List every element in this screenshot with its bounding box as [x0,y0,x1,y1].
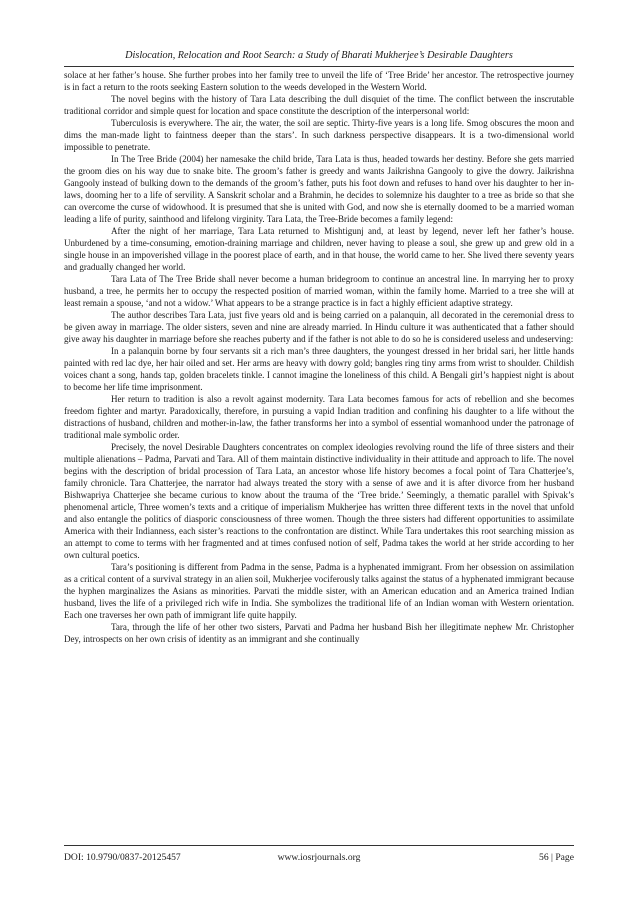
paragraph: solace at her father’s house. She further probes into her family tree to unveil the life of ‘Tree Bride’ her ancestor. The retrospective journey is in fact a return to the roots seeking Eastern solution to the weeds developed in the Western World. [64,70,574,92]
paragraph: Tara Lata of The Tree Bride shall never become a human bridegroom to continue an ancestral line. In marrying her to proxy husband, a tree, he permits her to occupy the respected position of married woman, within the family home. Married to a tree she will at least remain a spouse, ‘and not a widow.’ What appears to be a strange practice is in fact a highly efficient adaptive strategy. [64,274,574,308]
paragraph: In The Tree Bride (2004) her namesake the child bride, Tara Lata is thus, headed towards her destiny. Before she gets married the groom dies on his way due to snake bite. The groom’s father is greedy and wants Jaikrishna Gangooly to give the dowry. Jaikrishna Gangooly instead of bulking down to the demands of the groom’s father, puts his foot down and refuses to hand over his daughter to her in-laws, dooming her to a life of servility. A Sanskrit scholar and a Brahmin, he decides to solemnize his daughter to a tree as bride so that she can overcome the curse of widowhood. It is presumed that she is united with God, and now she is eternally doomed to be a married woman leading a life of purity, sainthood and lifelong virginity. Tara Lata, the Tree-Bride becomes a family legend: [64,154,574,224]
journal-website-link[interactable]: www.iosrjournals.org [277,852,361,863]
block-quote: After the night of her marriage, Tara Lata returned to Mishtigunj and, at least by legend, never left her father’s house. Unburdened by a time-consuming, emotion-draining marriage and children, never having to please a soul, she grew up and grew old in a single house in an impoverished village in the poorest place of earth, and in that house, the world came to her. She lived there seventy years and gradually changed her world. [64,226,574,272]
page-footer [64,852,574,864]
block-quote: Tuberculosis is everywhere. The air, the water, the soil are septic. Thirty-five years is a long life. Smog obscures the moon and dims the man-made light to faintness deeper than the stars’. In such darkness perspective disappears. It is a two-dimensional world impossible to penetrate. [64,118,574,152]
paragraph: Precisely, the novel Desirable Daughters concentrates on complex ideologies revolving round the life of three sisters and their multiple alienations – Padma, Parvati and Tara. All of them maintain distinctive individuality in their attitude and approach to life. The novel begins with the description of bridal procession of Tara Lata, an ancestor whose life history becomes a focal point of Tara Chatterjee’s, family chronicle. Tara Chatterjee, the narrator had always treated the story with a sense of awe and it is after divorce from her husband Bishwapriya Chatterjee she became curious to know about the trauma of the ‘Tree bride.’ Seemingly, a thematic parallel with Spivak’s phenomenal article, Three women’s texts and a critique of imperialism Mukherjee has written three different texts in the novel that unfold and also entangle the politics of diasporic consciousness of three women. Though the three sisters had different opportunities to assimilate America with their Indianness, each sister’s reactions to the confrontation are distinct. While Tara undertakes this root searching mission as an attempt to come to terms with her fragmented and at times confused notion of self, Padma takes the world at her stride according to her own cultural poetics. [64,442,574,560]
article-body [64,69,574,834]
footer-rule [64,845,574,846]
doi-text: DOI: 10.9790/0837-20125457 [64,852,181,863]
paragraph: Her return to tradition is also a revolt against modernity. Tara Lata becomes famous for acts of rebellion and she becomes freedom fighter and martyr. Paradoxically, therefore, in pursuing a vapid Indian tradition and confining his daughter to a life without the distractions of husband, children and mother-in-law, the father transforms her into a symbol of essential womanhood under the patronage of traditional male symbolic order. [64,394,574,440]
paragraph: Tara, through the life of her other two sisters, Parvati and Padma her husband Bish her illegitimate nephew Mr. Christopher Dey, introspects on her own crisis of identity as an immigrant and she continually [64,622,574,644]
page-number: 56 | Page [539,852,574,863]
paragraph: The author describes Tara Lata, just five years old and is being carried on a palanquin, all decorated in the ceremonial dress to be given away in marriage. The older sisters, seven and nine are already married. In Hindu culture it was authenticated that a father should give away his daughter in marriage before she reaches puberty and if the father is not able to do so he is considered useless and undeserving: [64,310,574,344]
paragraph: The novel begins with the history of Tara Lata describing the dull disquiet of the time. The conflict between the inscrutable traditional corridor and simple quest for location and space constitute the description of the interpersonal world: [64,94,574,116]
block-quote: In a palanquin borne by four servants sit a rich man’s three daughters, the youngest dressed in her bridal sari, her little hands painted with red lac dye, her hair oiled and set. Her arms are heavy with dowry gold; bangles ring tiny arms from wrist to shoulder. Childish voices chant a song, hands tap, golden bracelets tinkle. I cannot imagine the loneliness of this child. A Bengali girl’s happiest night is about to become her life time imprisonment. [64,346,574,392]
running-header: Dislocation, Relocation and Root Search: a Study of Bharati Mukherjee’s Desirable Daughters [125,50,513,61]
paragraph: Tara’s positioning is different from Padma in the sense, Padma is a hyphenated immigrant. From her obsession on assimilation as a critical content of a survival strategy in an alien soil, Mukherjee vociferously talks against the status of a hyphenated immigrant because the hyphen marginalizes the Asians as minorities. Parvati the middle sister, with an American education and an America trained Indian husband, lives the life of a privileged rich wife in India. She symbolizes the traditional life of an Indian woman with Western orientation. Each one traverses her own path of immigrant life quite happily. [64,562,574,620]
header-rule [64,66,574,67]
